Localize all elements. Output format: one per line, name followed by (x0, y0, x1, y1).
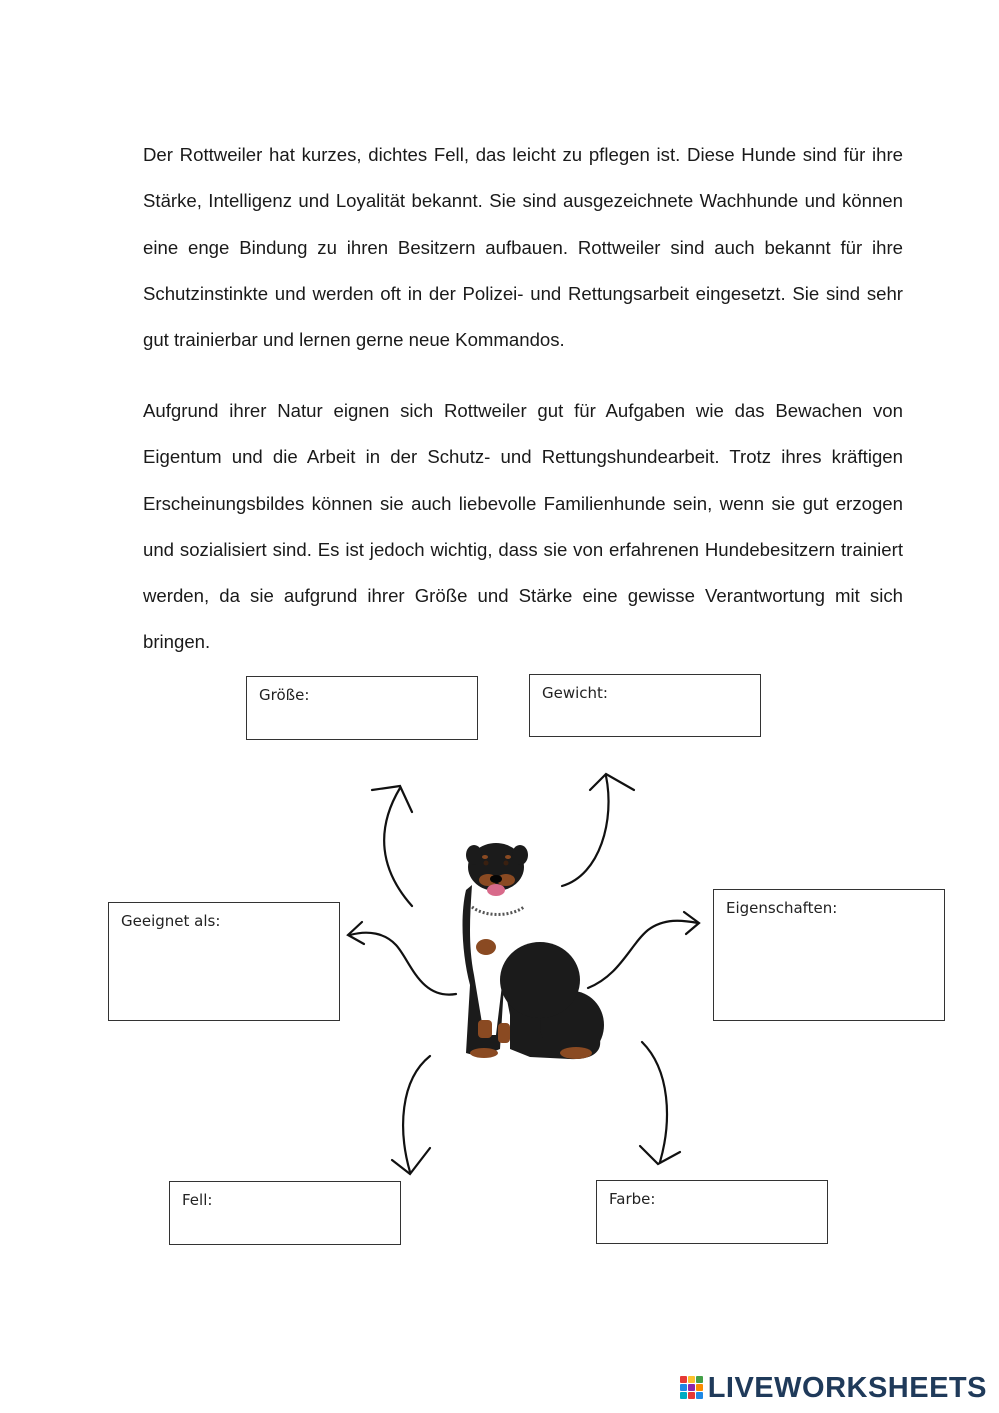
arrow-farbe (642, 1042, 667, 1162)
gewicht-input-box[interactable] (529, 674, 761, 737)
farbe-input-box[interactable] (596, 1180, 828, 1244)
geeignet-label: Geeignet als: (121, 912, 221, 930)
liveworksheets-brand (680, 1373, 987, 1403)
paragraph-1: Der Rottweiler hat kurzes, dichtes Fell, das leicht zu pflegen ist. Diese Hunde sind für ihre Stärke, Intelligenz und Loyalität bekannt. Sie sind ausgezeichnete Wachhunde und können eine enge Bindung zu ihren Besitzern aufbauen. Rottweiler sind auch bekannt für ihre Schutzinstinkte und werden oft in der Polizei- und Rettungsarbeit eingesetzt. Sie sind sehr gut trainierbar und lernen gerne neue Kommandos. (143, 144, 903, 351)
gewicht-label: Gewicht: (542, 684, 608, 702)
geeignet-input-box[interactable] (108, 902, 340, 1021)
paragraph-2: Aufgrund ihrer Natur eignen sich Rottweiler gut für Aufgaben wie das Bewachen von Eigentum und die Arbeit in der Schutz- und Rettungshundearbeit. Trotz ihres kräftigen Erscheinungsbildes können sie auch liebevolle Familienhunde sein, wenn sie gut erzogen und sozialisiert sind. Es ist jedoch wichtig, dass sie von erfahrenen Hundebesitzern trainiert werden, da sie aufgrund ihrer Größe und Stärke eine gewisse Verantwortung mit sich bringen. (143, 400, 903, 653)
liveworksheets-logo-icon (680, 1376, 704, 1400)
groesse-input-box[interactable] (246, 676, 478, 740)
arrow-groesse (384, 788, 412, 906)
farbe-label: Farbe: (609, 1190, 656, 1208)
fell-input-box[interactable] (169, 1181, 401, 1245)
fell-label: Fell: (182, 1191, 213, 1209)
eigenschaften-input-box[interactable] (713, 889, 945, 1021)
rottweiler-image (440, 835, 610, 1065)
groesse-label: Größe: (259, 686, 310, 704)
liveworksheets-text: LIVEWORKSHEETS (707, 1371, 987, 1404)
eigenschaften-label: Eigenschaften: (726, 899, 838, 917)
